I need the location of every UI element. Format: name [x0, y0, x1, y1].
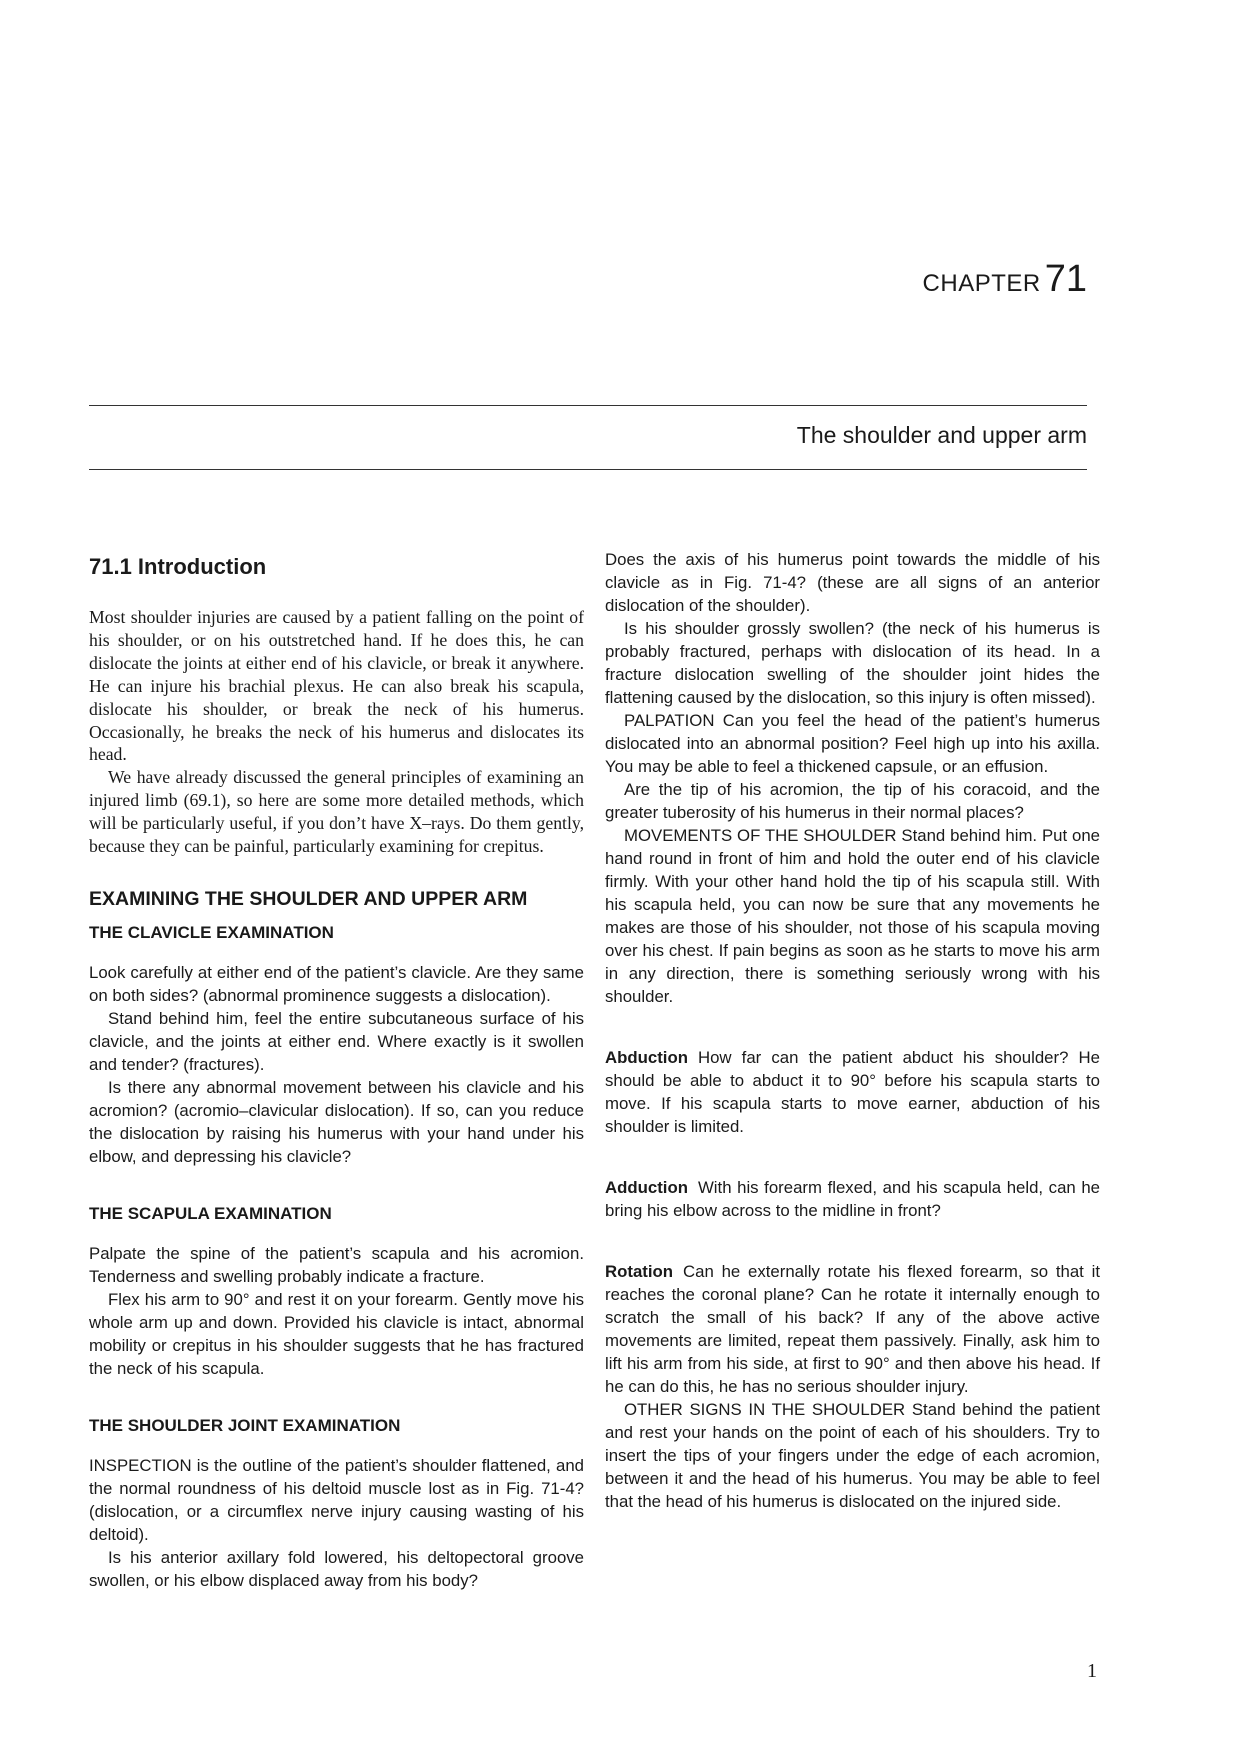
chapter-title: The shoulder and upper arm — [796, 422, 1087, 448]
other-signs-paragraph: OTHER SIGNS IN THE SHOULDER Stand behind the patient and rest your hands on the point of each of his shoulders. Try to insert the tips of your fingers under the edge of each acromion, between it and the head of his humerus. You may be able to feel that the head of his humerus is dislocated on the injured side. — [605, 1400, 1100, 1511]
clavicle-heading: THE CLAVICLE EXAMINATION — [89, 922, 334, 942]
right-paragraph-2: Is his shoulder grossly swollen? (the neck of his humerus is probably fractured, perhaps with dislocation of its head. In a fracture dislocation swelling of the shoulder joint hides the flattening caused by the dislocation, so this injury is often missed). — [605, 619, 1100, 707]
adduction-label: Adduction — [605, 1178, 688, 1197]
right-paragraph-1: Does the axis of his humerus point towards the middle of his clavicle as in Fig. 71-4? (these are all signs of an anterior dislocation of the shoulder). — [605, 550, 1100, 615]
shoulder-joint-paragraph-2: Is his anterior axillary fold lowered, his deltopectoral groove swollen, or his elbow displaced away from his body? — [89, 1547, 584, 1590]
clavicle-paragraph-2: Stand behind him, feel the entire subcutaneous surface of his clavicle, and the joints at either end. Where exactly is it swollen and tender? (fractures). — [89, 1008, 584, 1074]
intro-paragraph-2: We have already discussed the general principles of examining an injured limb (69.1), so here are some more detailed methods, which will be particularly useful, if you don’t have X–rays. Do them gently, because they can be painful, particularly examining for crepitus. — [89, 767, 584, 857]
shoulder-joint-heading: THE SHOULDER JOINT EXAMINATION — [89, 1415, 401, 1435]
section-title: 71.1 Introduction — [89, 554, 267, 579]
chapter-heading — [923, 258, 1087, 301]
abduction-label: Abduction — [605, 1048, 688, 1067]
rotation-text: Can he externally rotate his flexed forearm, so that it reaches the coronal plane? Can he rotate it internally enough to scratch the small of his back? If any of the above active movements are limited, repeat them passively. Finally, ask him to lift his arm from his side, at first to 90° and then above his head. If he can do this, he has no serious shoulder injury. — [605, 1262, 1100, 1396]
title-rule-bottom — [89, 469, 1087, 470]
palpation-paragraph: PALPATION Can you feel the head of the patient’s humerus dislocated into an abnormal position? Feel high up into his axilla. You may be able to feel a thickened capsule, or an effusion. — [605, 711, 1100, 776]
rotation-paragraph — [605, 1260, 1100, 1398]
scapula-paragraph-2: Flex his arm to 90° and rest it on your forearm. Gently move his whole arm up and down. Provided his clavicle is intact, abnormal mobility or crepitus in his shoulder suggests that he has fractured the neck of his scapula. — [89, 1289, 584, 1378]
title-rule-top — [89, 405, 1087, 406]
page-number: 1 — [1087, 1660, 1097, 1682]
clavicle-paragraph-1: Look carefully at either end of the patient’s clavicle. Are they same on both sides? (abnormal prominence suggests a dislocation). — [89, 962, 584, 1005]
chapter-word: CHAPTER — [922, 270, 1041, 297]
movements-paragraph: MOVEMENTS OF THE SHOULDER Stand behind him. Put one hand round in front of him and hold the outer end of his clavicle firmly. With your other hand hold the tip of his scapula still. With his scapula held, you can now be sure that any movements he makes are those of his shoulder, not those of his scapula moving over his chest. If pain begins as soon as he starts to move his arm in any direction, there is something seriously wrong with his shoulder. — [605, 826, 1100, 1006]
scapula-heading: THE SCAPULA EXAMINATION — [89, 1203, 332, 1223]
chapter-number: 71 — [1044, 258, 1087, 300]
intro-paragraph-1: Most shoulder injuries are caused by a patient falling on the point of his shoulder, or on his outstretched hand. If he does this, he can dislocate the joints at either end of his clavicle, or break it anywhere. He can injure his brachial plexus. He can also break his scapula, dislocate his shoulder, or break the neck of his humerus. Occasionally, he breaks the neck of his humerus and dislocates its head. — [89, 607, 584, 765]
adduction-paragraph — [605, 1176, 1100, 1222]
examining-heading: EXAMINING THE SHOULDER AND UPPER ARM — [89, 887, 528, 910]
left-column — [89, 548, 584, 1592]
rotation-label: Rotation — [605, 1262, 674, 1281]
scapula-paragraph-1: Palpate the spine of the patient’s scapula and his acromion. Tenderness and swelling probably indicate a fracture. — [89, 1243, 584, 1286]
abduction-paragraph — [605, 1046, 1100, 1138]
clavicle-paragraph-3: Is there any abnormal movement between his clavicle and his acromion? (acromio–clavicular dislocation). If so, can you reduce the dislocation by raising his humerus with your hand under his elbow, and depressing his clavicle? — [89, 1077, 584, 1166]
shoulder-joint-paragraph-1: INSPECTION is the outline of the patient’s shoulder flattened, and the normal roundness of his deltoid muscle lost as in Fig. 71-4? (dislocation, or a circumflex nerve injury causing wasting of his deltoid). — [89, 1455, 584, 1544]
right-paragraph-4: Are the tip of his acromion, the tip of his coracoid, and the greater tuberosity of his humerus in their normal places? — [605, 780, 1100, 822]
adduction-text: With his forearm flexed, and his scapula held, can he bring his elbow across to the midline in front? — [605, 1178, 1100, 1220]
abduction-text: How far can the patient abduct his shoulder? He should be able to abduct it to 90° before his scapula starts to move. If his scapula starts to move earner, abduction of his shoulder is limited. — [605, 1048, 1100, 1136]
right-column — [605, 548, 1100, 1513]
